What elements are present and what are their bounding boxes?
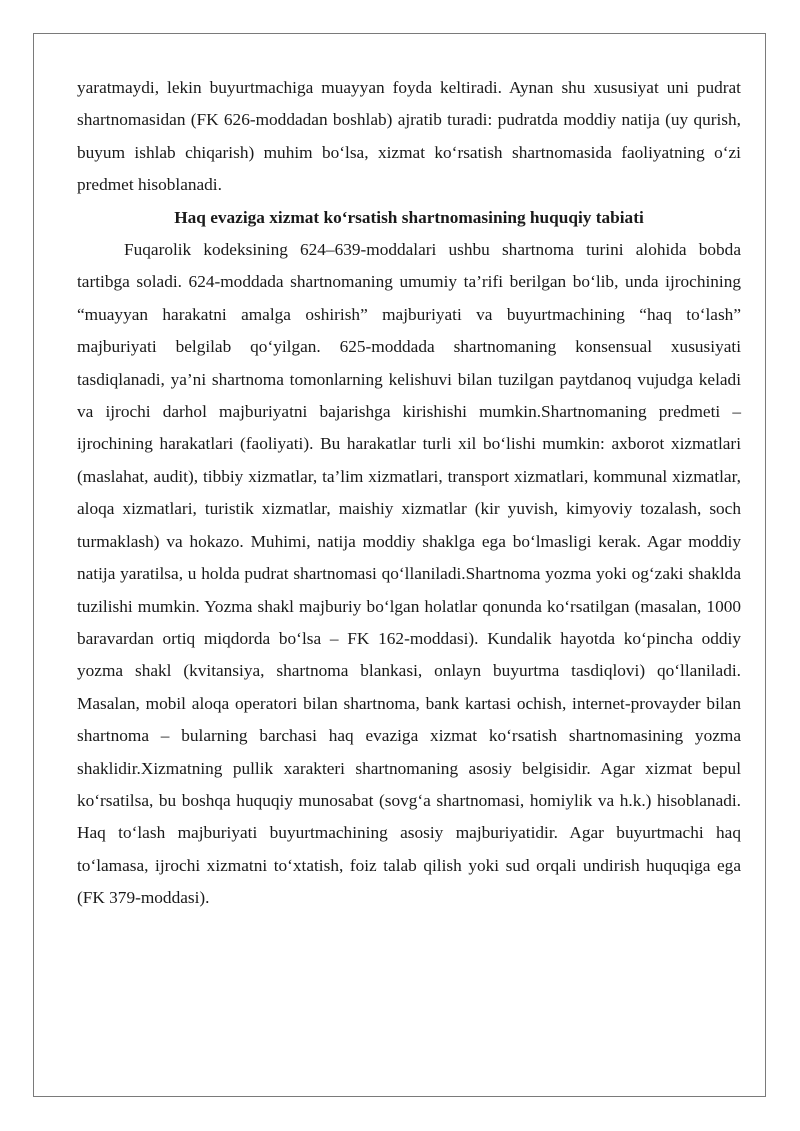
intro-paragraph: yaratmaydi, lekin buyurtmachiga muayyan foyda keltiradi. Aynan shu xususiyat uni pudrat shartnomasidan (FK 626-moddadan boshlab) ajratib turadi: pudratda moddiy natija (uy qurish, buyum ishlab chiqarish) muhim bo‘lsa, xizmat ko‘rsatish shartnomasida faoliyatning o‘zi predmet hisoblanadi.	[77, 78, 741, 195]
document-body	[77, 72, 741, 915]
body-paragraph: Fuqarolik kodeksining 624–639-moddalari ushbu shartnoma turini alohida bobda tartibga soladi. 624-moddada shartnomaning umumiy ta’rifi berilgan bo‘lib, unda ijrochining “muayyan harakatni amalga oshirish” majburiyati va buyurtmachining “haq to‘lash” majburiyati belgilab qo‘yilgan. 625-moddada shartnomaning konsensual xususiyati tasdiqlanadi, ya’ni shartnoma tomonlarning kelishuvi bilan tuzilgan paytdanoq vujudga keladi va ijrochi darhol majburiyatni bajarishga kirishishi mumkin.Shartnomaning predmeti – ijrochining harakatlari (faoliyati). Bu harakatlar turli xil bo‘lishi mumkin: axborot xizmatlari (maslahat, audit), tibbiy xizmatlar, ta’lim xizmatlari, transport xizmatlari, kommunal xizmatlar, aloqa xizmatlari, turistik xizmatlar, maishiy xizmatlar (kir yuvish, kimyoviy tozalash, soch turmaklash) va hokazo. Muhimi, natija moddiy shaklga ega bo‘lmasligi kerak. Agar moddiy natija yaratilsa, u holda pudrat shartnomasi qo‘llaniladi.Shartnoma yozma yoki og‘zaki shaklda tuzilishi mumkin. Yozma shakl majburiy bo‘lgan holatlar qonunda ko‘rsatilgan (masalan, 1000 baravardan ortiq miqdorda bo‘lsa – FK 162-moddasi). Kundalik hayotda ko‘pincha oddiy yozma shakl (kvitansiya, shartnoma blankasi, onlayn buyurtma tasdiqlovi) qo‘llaniladi. Masalan, mobil aloqa operatori bilan shartnoma, bank kartasi ochish, internet-provayder bilan shartnoma – bularning barchasi haq evaziga xizmat ko‘rsatish shartnomasining yozma shaklidir.Xizmatning pullik xarakteri shartnomaning asosiy belgisidir. Agar xizmat bepul ko‘rsatilsa, bu boshqa huquqiy munosabat (sovg‘a shartnomasi, homiylik va h.k.) hisoblanadi. Haq to‘lash majburiyati buyurtmachining asosiy majburiyatidir. Agar buyurtmachi haq to‘lamasa, ijrochi xizmatni to‘xtatish, foiz talab qilish yoki sud orqali undirish huquqiga ega (FK 379-moddasi).	[77, 240, 741, 908]
section-heading: Haq evaziga xizmat ko‘rsatish shartnomasining huquqiy tabiati	[174, 207, 644, 227]
